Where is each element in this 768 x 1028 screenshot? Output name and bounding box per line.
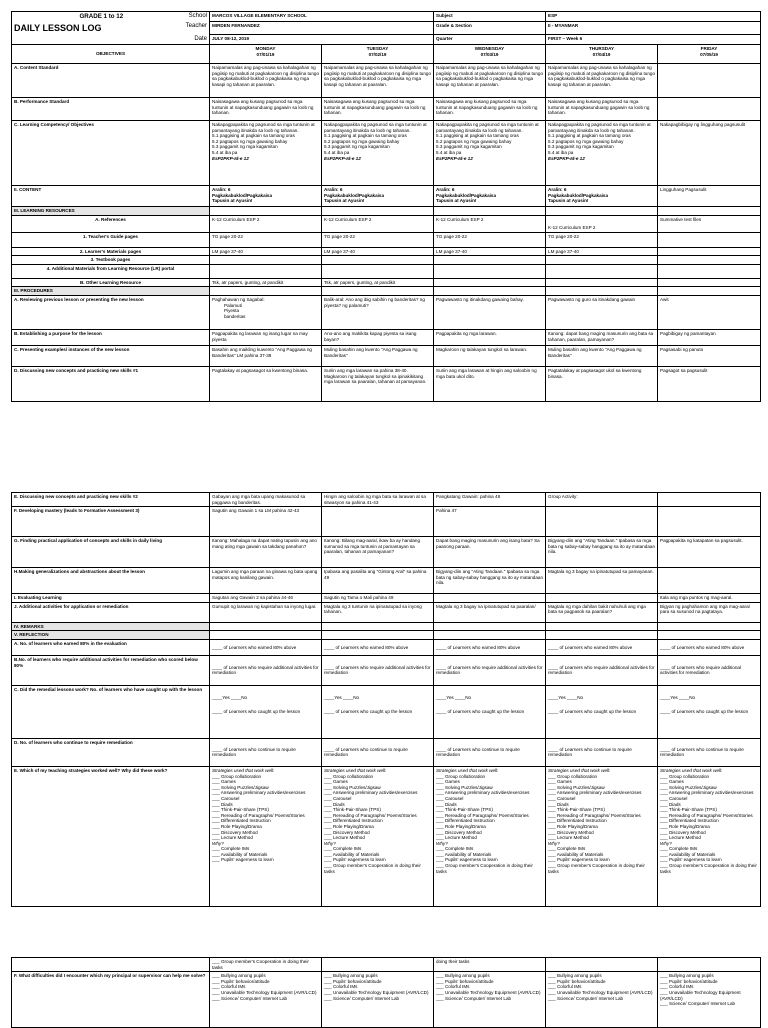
learners-80-thu: ____ of Learners who earned 80% above <box>546 639 658 655</box>
objectives-header: OBJECTIVES <box>12 45 210 64</box>
learners-materials-label: 2. Learner's Materials pages <box>12 247 210 256</box>
date-label-cell <box>12 35 210 45</box>
lm-mon: LM page 37-40 <box>210 247 322 256</box>
content-standard-thu: Naipamamalas ang pag-unawa sa kahalagahan ng pagiisip ng mabuti at pagkakaroon ng disiplina tungo sa pagkakabuklod-buklod o pagkakaisa ng mga kasapi ng tahanan at paaralan. <box>546 64 658 98</box>
discussing-2-fri <box>658 493 761 507</box>
grade-section-label: Grade & Section <box>434 22 546 35</box>
continue-wed: ____ of Learners who continue to require remediation <box>434 738 546 766</box>
strategies-overflow-mon: ___ Group member's Cooperation in doing their tasks <box>210 958 322 972</box>
log-title: DAILY LESSON LOG <box>14 22 102 33</box>
remediation-fri: ____ of Learners who require additional activities for remediation <box>658 655 761 685</box>
presenting-fri: Pagsasabi ng panuto <box>658 346 761 367</box>
other-resource-mon: Tsk, atr papers, gunting, at pandikit <box>210 278 322 287</box>
mastery-wed: Pahina 47 <box>434 507 546 537</box>
content-fri: Lingguhang Pagsusulit <box>658 186 761 207</box>
school-name: MARCOS VILLAGE ELEMENTARY SCHOOL <box>210 12 434 22</box>
tg-mon: TG page 20-22 <box>210 232 322 247</box>
strategies-mon: Strategies used that work well: ___ Group collaboration ___ Games ___ Solving Puzzles/Jigsaw ___ Answering preliminary activities/exercises ___ Carousel ___ Diads ___ Think-Pair-Share (TPS) ___ Rereading of Paragraphs/ Poems/Stories ___ Differentiated Instruction ___ Role Playing/Drama ___ Discovery Method ___ Lecture Method Why? ___ Complete IMs ___ Availability of Materials ___ Pupils' eagerness to learn <box>210 766 322 906</box>
additional-fri: Bigyan ng paghahamon ang mga mag-aaral para sa susunod na pagtataya. <box>658 602 761 622</box>
content-standard-fri <box>658 64 761 98</box>
discussing-1-fri: Pagsagot sa pagsusulit <box>658 367 761 402</box>
evaluating-tue: Sagutin ng Tama o Mali pahina 49 <box>322 594 434 603</box>
references-mon: K-12 Curriculum ESP 2 <box>210 215 322 232</box>
presenting-examples-label: C. Presenting examples/ instances of the new lesson <box>12 346 210 367</box>
competency-wed: Nakapagpapakita ng pagsunod sa mga tuntunin at pamantayang itinakda sa loob ng tahanan. 5.1 paggising at pagkain sa tamang oras 5.2 pagtapos ng mga gawaing bahay 5.3 paggamit ng mga kagamitan 5.4 at iba pa EsP2PKP-Id-e 12 <box>434 121 546 186</box>
continue-fri: ____ of Learners who continue to require remediation <box>658 738 761 766</box>
school-label: School <box>188 13 207 19</box>
content-standard-label: A. Content Standard <box>12 64 210 98</box>
learners-80-mon: ____ of Learners who earned 80% above <box>210 639 322 655</box>
reviewing-wed: Pagwawasto ng itinakdang gawaing bahay. <box>434 296 546 330</box>
teacher-label: Teacher <box>185 22 207 29</box>
presenting-thu: Muling basahin ang kwento "Ang Paggawa ng Banderitas" <box>546 346 658 367</box>
other-resource-tue: Tsk, atr papers, gunting, at pandikit <box>322 278 434 287</box>
subject-label: Subject <box>434 12 546 22</box>
reviewing-fri: Awit <box>658 296 761 330</box>
remediation-wed: ____ of Learners who require additional activities for remediation <box>434 655 546 685</box>
evaluating-thu <box>546 594 658 603</box>
presenting-wed: Magkaroon ng talakayan tungkol sa larawan. <box>434 346 546 367</box>
other-resource-label: B. Other Learning Resource <box>12 278 210 287</box>
mastery-tue <box>322 507 434 537</box>
remarks-label: IV. REMARKS <box>12 622 210 631</box>
practical-mon: Itanong: Mahalaga na dapat nating tapusin ang ano mang ating mga gawain sa takdang panahon? <box>210 537 322 568</box>
learning-resources-label: III. LEARNING RESOURCES <box>12 207 210 216</box>
continue-thu: ____ of Learners who continue to require remediation <box>546 738 658 766</box>
content-mon: Aralin: 6 Pagkakabuklod/Pagkakaisa Tapusin at Ayusin! <box>210 186 322 207</box>
remedial-fri: ____Yes ____No ____ of Learners who caught up the lesson <box>658 685 761 738</box>
generalizations-thu: Magtala ng 3 bagay na ipinatutupad sa pamayanan. <box>546 568 658 594</box>
tg-wed: TG page 20-22 <box>434 232 546 247</box>
mastery-fri <box>658 507 761 537</box>
discussing-2-wed: Pangkatang Gawain: pahina 48 <box>434 493 546 507</box>
additional-activities-label: J. Additional activities for application or remediation <box>12 602 210 622</box>
grade-section-value: II - MYANMAR <box>546 22 761 35</box>
references-fri: Summative test files <box>658 215 761 232</box>
date-label: Date <box>194 35 207 42</box>
discussing-1-thu: Pagtatalakay at pagsasagot ukol sa kwentong binasa. <box>546 367 658 402</box>
practical-application-label: G. Finding practical application of concepts and skills in daily living <box>12 537 210 568</box>
log-title-cell <box>12 22 210 35</box>
difficulties-label: F. What difficulties did I encounter which my principal or supervisor can help me solve? <box>12 972 210 1028</box>
remedial-mon: ____Yes ____No ____ of Learners who caught up the lesson <box>210 685 322 738</box>
practical-tue: Itanong: Bilang mag-aaral, ikaw ba ay handang sumunod sa mga tuntunin at pamantayan sa paaralan, tahanan at pamayanan? <box>322 537 434 568</box>
presenting-mon: Basahin ang maikling kuwento "Ang Paggawa ng Banderitas" LM pahina 37-38 <box>210 346 322 367</box>
practical-thu: Bigyang-diin ang "Ating Tandaan." Ipabasa sa mga bata ng sabay-sabay hanggang sa ito ay matandaan nila. <box>546 537 658 568</box>
reflection-label: V. REFLECTION <box>12 631 210 640</box>
remedial-work-label: C. Did the remedial lessons work? No. of learners who have caught up with the lesson <box>12 685 210 738</box>
discussing-2-tue: Hingin ang saloobin ng mga bata sa larawan at sa sitwasyon sa pahina 41-43 <box>322 493 434 507</box>
tg-thu: TG page 20-22 <box>546 232 658 247</box>
reviewing-thu: Pagwawasto ng guro sa itinakdang gawain <box>546 296 658 330</box>
discussing-2-label: E. Discussing new concepts and practicing new skills #2 <box>12 493 210 507</box>
content-standard-wed: Naipamamalas ang pag-unawa sa kahalagahan ng pagiisip ng mabuti at pagkakaroon ng disiplina tungo sa pagkakabuklod-buklod o pagkakaisa ng mga kasapi ng tahanan at paaralan. <box>434 64 546 98</box>
content-tue: Aralin: 6 Pagkakabuklod/Pagkakaisa Tapusin at Ayusin! <box>322 186 434 207</box>
learners-80-label: A. No. of learners who earned 80% in the evaluation <box>12 639 210 655</box>
additional-mon: Gumupit ng larawan ng kapistahan sa inyong lugar. <box>210 602 322 622</box>
strategies-thu: Strategies used that work well: ___ Group collaboration ___ Games ___ Solving Puzzles/Jigsaw ___ Answering preliminary activities/exercises ___ Carousel ___ Diads ___ Think-Pair-Share (TPS) ___ Rereading of Paragraphs/ Poems/Stories ___ Differentiated Instruction ___ Role Playing/Drama ___ Discovery Method ___ Lecture Method Why? ___ Complete IMs ___ Availability of Materials ___ Pupils' eagerness to learn ___ Group member's Cooperation in doing their tasks <box>546 766 658 906</box>
lesson-log-table-part-1 <box>11 11 761 402</box>
difficulties-mon: ___ Bullying among pupils ___ Pupils' behavior/attitude ___ Colorful IMs ___ Unavailable Technology Equipment (AVR/LCD) ___ Science/ Computer/ Internet Lab <box>210 972 322 1028</box>
reviewing-tue: Balik-aral: Ano ang ibig sabihin ng banderitas? ng piyesta? ng palamuti? <box>322 296 434 330</box>
practical-fri: Pagpapakita ng katapatan sa pagsusulit. <box>658 537 761 568</box>
generalizations-wed: Bigyang-diin ang "Ating Tandaan." Ipabasa sa mga bata ng sabay-sabay hanggang sa ito ay matandaan nila. <box>434 568 546 594</box>
date-value: JULY 08-12, 2019 <box>210 35 434 45</box>
remediation-tue: ____ of Learners who require additional activities for remediation <box>322 655 434 685</box>
performance-standard-fri <box>658 98 761 121</box>
lm-wed: LM page 37-40 <box>434 247 546 256</box>
strategies-tue: Strategies used that work well: ___ Group collaboration ___ Games ___ Solving Puzzles/Jigsaw ___ Answering preliminary activities/exercises ___ Carousel ___ Diads ___ Think-Pair-Share (TPS) ___ Rereading of Paragraphs/ Poems/Stories ___ Differentiated Instruction ___ Role Playing/Drama ___ Discovery Method ___ Lecture Method Why? ___ Complete IMs ___ Availability of Materials ___ Pupils' eagerness to learn ___ Group member's Cooperation in doing their tasks <box>322 766 434 906</box>
generalizations-fri <box>658 568 761 594</box>
performance-standard-tue: Naisasagawa ang kusang pagsunod sa mga tuntunin at napagkasunduang gagawin sa loob ng tahanan. <box>322 98 434 121</box>
additional-tue: Magtala ng 3 tuntunin na ipinatutupad sa inyong tahanan. <box>322 602 434 622</box>
mastery-mon: Sagutin ang Gawain 1 sa LM pahina 42-43 <box>210 507 322 537</box>
content-thu: Aralin: 6 Pagkakabuklod/Pagkakaisa Tapusin at Ayusin! <box>546 186 658 207</box>
evaluating-fri: Itala ang mga puntos ng mag-aaral. <box>658 594 761 603</box>
performance-standard-thu: Naisasagawa ang kusang pagsunod sa mga tuntunin at napagkasunduang gagawin sa loob ng tahanan. <box>546 98 658 121</box>
strategies-label: E. Which of my teaching strategies worked well? Why did these work? <box>12 766 210 906</box>
reviewing-label: A. Reviewing previous lesson or presenting the new lesson <box>12 296 210 330</box>
teacher-name: MIRDEN FERNANDEZ <box>210 22 434 35</box>
learners-80-tue: ____ of Learners who earned 80% above <box>322 639 434 655</box>
evaluating-wed <box>434 594 546 603</box>
remediation-thu: ____ of Learners who require additional activities for remediation <box>546 655 658 685</box>
purpose-thu: Itanong: dapat bang maging masunurin ang bata sa tahanan, paaralan, pamayanan? <box>546 330 658 346</box>
remedial-wed: ____Yes ____No ____ of Learners who caught up the lesson <box>434 685 546 738</box>
learning-competency-label: C. Learning Competency/ Objectives <box>12 121 210 186</box>
day-header-thu: THURSDAY 07/04/19 <box>546 45 658 64</box>
day-header-fri: FRIDAY 07/05/19 <box>658 45 761 64</box>
quarter-label: Quarter <box>434 35 546 45</box>
learners-80-fri: ____ of Learners who earned 80% above <box>658 639 761 655</box>
references-tue: K-12 Curriculum ESP 2 <box>322 215 434 232</box>
difficulties-wed: ___ Bullying among pupils ___ Pupils' behavior/attitude ___ Colorful IMs ___ Unavailable Technology Equipment (AVR/LCD) ___ Science/ Computer/ Internet Lab <box>434 972 546 1028</box>
evaluating-label: I. Evaluating Learning <box>12 594 210 603</box>
performance-standard-mon: Naisasagawa ang kusang pagsunod sa mga tuntunin at napagkasunduang gagawin sa loob ng tahanan. <box>210 98 322 121</box>
competency-fri: Nakapagbibigay ng lingguhang pagsusulit <box>658 121 761 186</box>
learners-remediation-label: B.No. of learners who require additional activities for remediation who scored below 80% <box>12 655 210 685</box>
discussing-1-tue: Suriin ang mga larawan sa pahina 38-40. Magkaroon ng talakayan tungkol sa ipinakikitang mga larawan sa paaralan, tahanan at pamayanan. <box>322 367 434 402</box>
purpose-mon: Pagpapakita ng larawan ng isang lugar na may piyesta <box>210 330 322 346</box>
additional-materials-label: 4. Additional Materials from Learning Resource (LR) portal <box>12 264 210 278</box>
discussing-2-mon: Gabayan ang mga bata upang makasunod sa paggawa ng banderitas. <box>210 493 322 507</box>
purpose-fri: Pagbibigay ng pamantayan <box>658 330 761 346</box>
lm-tue: LM page 37-40 <box>322 247 434 256</box>
competency-thu: Nakapagpapakita ng pagsunod sa mga tuntunin at pamantayang itinakda sa loob ng tahanan. 5.1 paggising at pagkain sa tamang oras 5.2 pagtapos ng mga gawaing bahay 5.3 paggamit ng mga kagamitan 5.4 at iba pa EsP2PKP-Id-e 12 <box>546 121 658 186</box>
content-standard-tue: Naipamamalas ang pag-unawa sa kahalagahan ng pagiisip ng mabuti at pagkakaroon ng disiplina tungo sa pagkakabuklod-buklod o pagkakaisa ng mga kasapi ng tahanan at paaralan. <box>322 64 434 98</box>
discussing-1-wed: Suriin ang mga larawan at hingin ang saloobin ng mga bata ukol dito. <box>434 367 546 402</box>
grade-cell <box>12 12 210 22</box>
presenting-tue: Muling basahin ang kwento "Ang Paggawa ng Banderitas" <box>322 346 434 367</box>
competency-tue: Nakapagpapakita ng pagsunod sa mga tuntunin at pamantayang itinakda sa loob ng tahanan. 5.1 paggising at pagkain sa tamang oras 5.2 pagtapos ng mga gawaing bahay 5.3 paggamit ng mga kagamitan 5.4 at iba pa EsP2PKP-Id-e 12 <box>322 121 434 186</box>
learners-80-wed: ____ of Learners who earned 80% above <box>434 639 546 655</box>
other-resource-thu <box>546 278 658 287</box>
continue-mon: ____ of Learners who continue to require remediation <box>210 738 322 766</box>
purpose-tue: Ano-ano ang makikita kapag piyesta sa isang bayan? <box>322 330 434 346</box>
mastery-thu <box>546 507 658 537</box>
generalizations-label: H.Making generalizations and abstractions about the lesson <box>12 568 210 594</box>
discussing-1-mon: Pagtalakay at pagsasagot sa kwentong binasa. <box>210 367 322 402</box>
subject-value: ESP <box>546 12 761 22</box>
generalizations-mon: Lagumin ang mga paraan na ginawa ng bata upang matapos ang kanilang gawain. <box>210 568 322 594</box>
strategies-wed: Strategies used that work well: ___ Group collaboration ___ Games ___ Solving Puzzles/Jigsaw ___ Answering preliminary activities/exercises ___ Carousel ___ Diads ___ Think-Pair-Share (TPS) ___ Rereading of Paragraphs/ Poems/Stories ___ Differentiated Instruction ___ Role Playing/Drama ___ Discovery Method ___ Lecture Method Why? ___ Complete IMs ___ Availability of Materials ___ Pupils' eagerness to learn ___ Group member's Cooperation in doing their tasks <box>434 766 546 906</box>
other-resource-wed <box>434 278 546 287</box>
difficulties-tue: ___ Bullying among pupils ___ Pupils' behavior/attitude ___ Colorful IMs ___ Unavailable Technology Equipment (AVR/LCD) ___ Science/ Computer/ Internet Lab <box>322 972 434 1028</box>
references-wed: K-12 Curriculum ESP 2 <box>434 215 546 232</box>
lm-thu: LM page 37-40 <box>546 247 658 256</box>
textbook-label: 3. Textbook pages <box>12 256 210 265</box>
content-label: II. CONTENT <box>12 186 210 207</box>
evaluating-mon: Sagutan ang Gawain 2 sa pahina 44-46 <box>210 594 322 603</box>
additional-thu: Magtala ng mga dahilan bakit nahuhuli ang mga bata sa pagpasok sa paaralan? <box>546 602 658 622</box>
remedial-thu: ____Yes ____No ____ of Learners who caught up the lesson <box>546 685 658 738</box>
references-label: A. References <box>12 215 210 232</box>
purpose-wed: Pagpapakita ng mga larawan. <box>434 330 546 346</box>
developing-mastery-label: F. Developing mastery (leads to Formative Assessment 3) <box>12 507 210 537</box>
content-standard-mon: Naipamamalas ang pag-unawa sa kahalagahan ng pagiisip ng mabuti at pagkakaroon ng disiplina tungo sa pagkakabuklod-buklod o pagkakaisa ng mga kasapi ng tahanan at paaralan. <box>210 64 322 98</box>
day-header-wed: WEDNESDAY 07/03/19 <box>434 45 546 64</box>
difficulties-thu: ___ Bullying among pupils ___ Pupils' behavior/attitude ___ Colorful IMs ___ Unavailable Technology Equipment (AVR/LCD) ___ Science/ Computer/ Internet Lab <box>546 972 658 1028</box>
difficulties-fri: ___ Bullying among pupils ___ Pupils' behavior/attitude ___ Colorful IMs ___ Unavailable Technology Equipment (AVR/LCD) ___ Science/ Computer/ Internet Lab <box>658 972 761 1028</box>
performance-standard-wed: Naisasagawa ang kusang pagsunod sa mga tuntunin at napagkasunduang gagawin sa loob ng tahanan. <box>434 98 546 121</box>
references-thu: K-12 Curriculum ESP 2 <box>546 215 658 232</box>
remediation-mon: ____ of Learners who require additional activities for remediation <box>210 655 322 685</box>
purpose-label: B. Establishing a purpose for the lesson <box>12 330 210 346</box>
strategies-overflow-wed: doing their tasks <box>434 958 546 972</box>
strategies-fri: Strategies used that work well: ___ Group collaboration ___ Games ___ Solving Puzzles/Jigsaw ___ Answering preliminary activities/exercises ___ Carousel ___ Diads ___ Think-Pair-Share (TPS) ___ Rereading of Paragraphs/ Poems/Stories ___ Differentiated Instruction ___ Role Playing/Drama ___ Discovery Method ___ Lecture Method Why? ___ Complete IMs ___ Availability of Materials ___ Pupils' eagerness to learn ___ Group member's Cooperation in doing their tasks <box>658 766 761 906</box>
discussing-1-label: D. Discussing new concepts and practicing new skills #1 <box>12 367 210 402</box>
day-header-mon: MONDAY 07/01/19 <box>210 45 322 64</box>
continue-tue: ____ of Learners who continue to require remediation <box>322 738 434 766</box>
competency-mon: Nakapagpapakita ng pagsunod sa mga tuntunin at pamantayang itinakda sa loob ng tahanan. 5.1 paggising at pagkain sa tamang oras 5.2 pagtapos ng mga gawaing bahay 5.3 paggamit ng mga kagamitan 5.4 at iba pa EsP2PKP-Id-e 12 <box>210 121 322 186</box>
remedial-tue: ____Yes ____No ____ of Learners who caught up the lesson <box>322 685 434 738</box>
quarter-value: FIRST – Week 6 <box>546 35 761 45</box>
discussing-2-thu: Group Activity: <box>546 493 658 507</box>
reviewing-mon: Paghahawan ng Sagabal: Palamuti Piyesta banderitas <box>210 296 322 330</box>
lesson-log-table-part-3 <box>11 957 761 1028</box>
grade-label: GRADE 1 to 12 <box>79 13 124 20</box>
continue-remediation-label: D. No. of learners who continue to require remediation <box>12 738 210 766</box>
generalizations-tue: Ipabasa ang pasalita ang "Gintong Aral" sa pahina 49 <box>322 568 434 594</box>
additional-wed: Magtala ng 3 bagay na ipinatutupad sa paaralan/ <box>434 602 546 622</box>
content-wed: Aralin: 6 Pagkakabuklod/Pagkakaisa Tapusin at Ayusin! <box>434 186 546 207</box>
day-header-tue: TUESDAY 07/02/19 <box>322 45 434 64</box>
performance-standard-label: B. Performance Standard <box>12 98 210 121</box>
teachers-guide-label: 1. Teacher's Guide pages <box>12 232 210 247</box>
procedures-label: III. PROCEDURES <box>12 287 210 296</box>
tg-tue: TG page 20-22 <box>322 232 434 247</box>
lesson-log-table-part-2 <box>11 492 761 907</box>
practical-wed: Dapat bang maging masunurin ang isang bata? Sa paanong paraan. <box>434 537 546 568</box>
